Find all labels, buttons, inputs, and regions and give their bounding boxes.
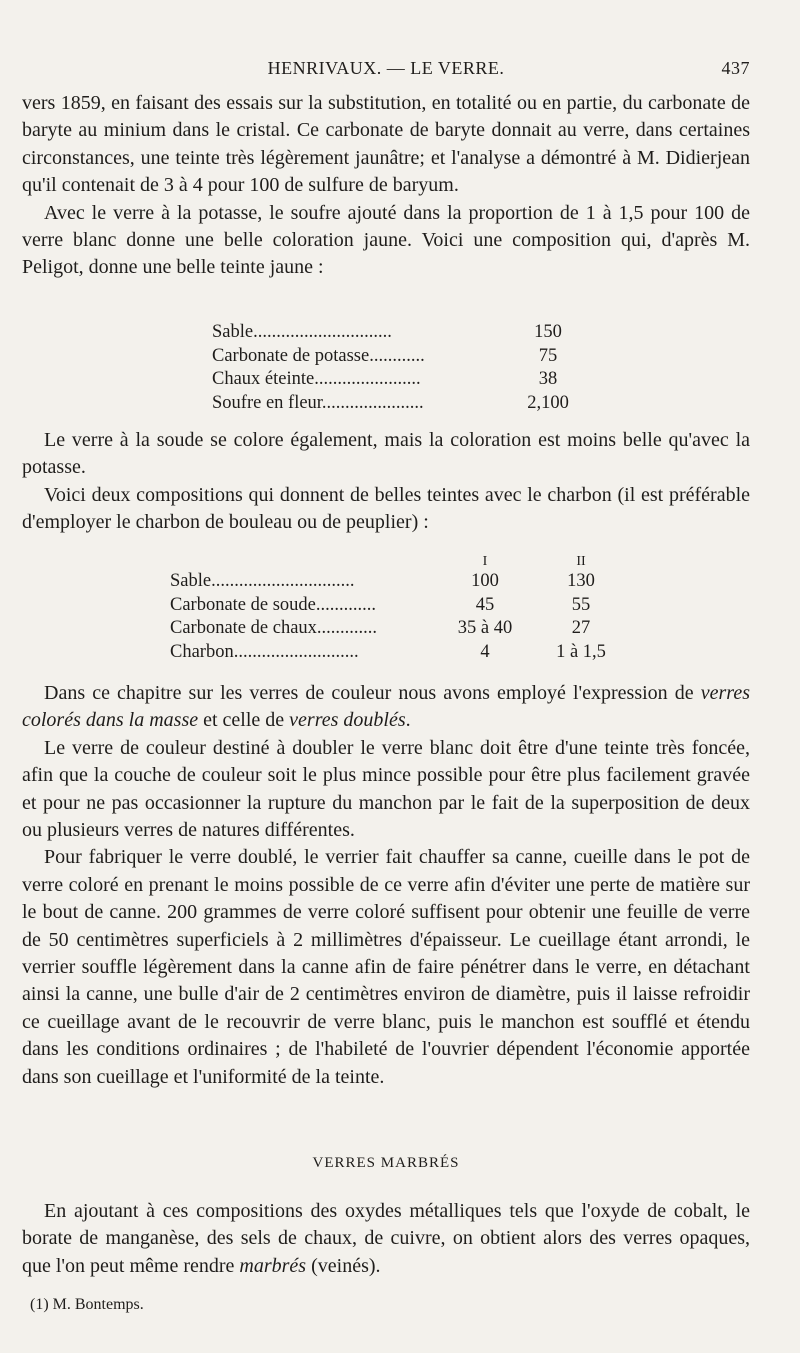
recipe-label: Soufre en fleur...................... bbox=[212, 392, 424, 413]
paragraph: Le verre de couleur destiné à doubler le verre blanc doit être d'une teinte très foncée, afin que la couche de couleur soit le plus mince possible pour être plus facilement gravée et pour ne pas occasionner la rupture du manchon par le fait de la superposition de deux ou plusieurs verres de natures différentes. bbox=[22, 736, 750, 842]
recipe-value: 100 bbox=[471, 571, 499, 591]
recipe-value: 27 bbox=[571, 618, 591, 638]
italic-term: verres colorés dans la masse bbox=[22, 682, 750, 732]
column-header: II bbox=[576, 554, 586, 569]
recipe-label: Carbonate de soude............. bbox=[170, 594, 377, 615]
recipe-value: 38 bbox=[538, 369, 558, 389]
text-block-1 bbox=[22, 90, 750, 282]
recipe-label: Carbonate de potasse............ bbox=[212, 345, 425, 366]
recipe-value: 75 bbox=[538, 345, 558, 366]
recipe-value: 55 bbox=[571, 594, 591, 615]
text-block-2 bbox=[22, 427, 750, 537]
paragraph: Avec le verre à la potasse, le soufre ajouté dans la proportion de 1 à 1,5 pour 100 de verre blanc donne une belle coloration jaune. Voici une composition qui, d'après M. Peligot, donne une belle teinte jaune : bbox=[22, 201, 750, 279]
paragraph: vers 1859, en faisant des essais sur la substitution, en totalité ou en partie, du carbonate de baryte au minium dans le cristal. Ce carbonate de baryte donnait au verre, dans certaines circonstances, une teinte très légèrement jaunâtre; et l'analyse a démontré à M. Didierjean qu'il contenait de 3 à 4 pour 100 de sulfure de baryum. bbox=[22, 92, 750, 197]
footnote: (1) M. Bontemps. bbox=[30, 1296, 144, 1313]
page-header bbox=[22, 58, 750, 84]
recipe-value: 45 bbox=[475, 594, 495, 615]
text-run: et celle de bbox=[198, 709, 290, 732]
column-header: I bbox=[482, 554, 488, 569]
recipe-row bbox=[170, 641, 640, 665]
paragraph: Pour fabriquer le verre doublé, le verrier fait chauffer sa canne, cueille dans le pot de verre coloré en prenant le moins possible de ce verre afin d'éviter une perte de matière sur le bout de canne. 200 grammes de verre coloré suffisent pour obtenir une feuille de verre de 50 centimètres superficiels à 2 millimètres d'épaisseur. Le cueillage étant arrondi, le verrier souffle légèrement dans la canne afin de faire pénétrer dans le verre, en détachant ainsi la canne, une bulle d'air de 2 centimètres environ de diamètre, puis il laisse refroidir ce cueillage avant de le recouvrir de verre blanc, puis le manchon est soufflé et étendu dans les conditions ordinaires ; de l'habileté de l'ouvrier dépendent l'économie apportée dans son cueillage et l'uniformité de la teinte. bbox=[22, 846, 750, 1088]
recipe-header-row bbox=[170, 550, 640, 570]
recipe-row bbox=[170, 617, 640, 641]
text-run: En ajoutant à ces compositions des oxydes métalliques tels que l'oxyde de cobalt, le borate de manganèse, des sels de chaux, de cuivre, on obtient alors des verres opaques, que l'on peut même rendre bbox=[22, 1200, 750, 1277]
recipe-row bbox=[212, 392, 592, 416]
paragraph bbox=[22, 1198, 750, 1280]
recipe-label: Sable............................... bbox=[170, 571, 355, 591]
text-run: (veinés). bbox=[306, 1254, 381, 1277]
paragraph: Le verre à la soude se colore également, mais la coloration est moins belle qu'avec la potasse. bbox=[22, 429, 750, 479]
text-block-3 bbox=[22, 680, 750, 1091]
recipe-row bbox=[212, 345, 592, 369]
recipe-table-1 bbox=[212, 321, 592, 415]
recipe-row bbox=[212, 321, 592, 345]
recipe-label: Charbon........................... bbox=[170, 641, 359, 662]
paragraph: Voici deux compositions qui donnent de belles teintes avec le charbon (il est préférable d'employer le charbon de bouleau ou de peuplier) : bbox=[22, 483, 750, 534]
italic-term: marbrés bbox=[239, 1254, 307, 1277]
recipe-table-2 bbox=[170, 550, 640, 664]
paragraph bbox=[22, 680, 750, 735]
recipe-value: 35 à 40 bbox=[457, 618, 513, 638]
recipe-value: 4 bbox=[480, 641, 490, 662]
italic-term: verres doublés bbox=[289, 709, 406, 732]
running-title: HENRIVAUX. — LE VERRE. bbox=[267, 58, 505, 78]
recipe-value: 150 bbox=[534, 322, 562, 342]
page-number: 437 bbox=[721, 58, 750, 78]
section-title: VERRES MARBRÉS bbox=[312, 1155, 460, 1171]
recipe-row bbox=[170, 570, 640, 594]
recipe-value: 130 bbox=[567, 571, 595, 591]
recipe-label: Sable.............................. bbox=[212, 322, 392, 342]
text-run: . bbox=[405, 709, 411, 732]
recipe-label: Carbonate de chaux............. bbox=[170, 618, 378, 638]
recipe-row bbox=[212, 368, 592, 392]
recipe-label: Chaux éteinte....................... bbox=[212, 369, 421, 389]
text-run: Dans ce chapitre sur les verres de couleur nous avons employé l'expression de bbox=[44, 682, 701, 704]
recipe-row bbox=[170, 594, 640, 618]
recipe-value: 1 à 1,5 bbox=[556, 641, 606, 662]
text-block-4 bbox=[22, 1198, 750, 1280]
recipe-value: 2,100 bbox=[527, 392, 569, 413]
